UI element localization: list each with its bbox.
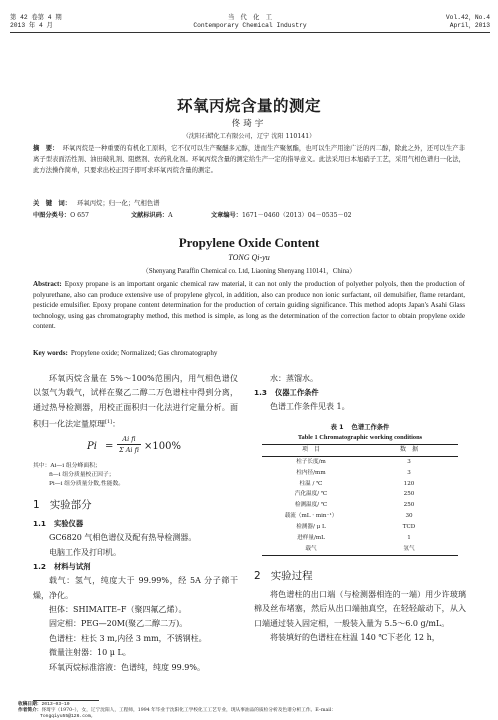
article-title-en: Propylene Oxide Content [178, 235, 320, 250]
article-number: 文章编号：1671－0460（2013）04－0535－02 [211, 212, 352, 219]
table-caption-en: Table 1 Chromatographic working conditions [297, 433, 423, 441]
abstract-cn-label: 摘 要： [33, 145, 59, 152]
journal-name-en: Contemporary Chemical Industry [193, 22, 307, 29]
document-code: 文献标识码：A [131, 212, 173, 219]
table-cell-item: 进样量/mL [297, 535, 325, 542]
footnote-rule [33, 700, 99, 701]
keywords-en [33, 349, 465, 357]
journal-name-cn: 当 代 化 工 [227, 14, 273, 21]
formula-rhs: ×100% [144, 441, 181, 453]
issue-date-en: April，2013 [449, 22, 490, 29]
table-row [262, 468, 458, 479]
material-paragraph: 环氧丙烷标准溶液：色谱纯，纯度 99.9%。 [49, 662, 205, 672]
abstract-cn [33, 144, 465, 176]
author-bio: 作者简介：佟琦宇（1970–），女，辽宁沈阳人，工程师，1994 年毕业于沈阳化工学校化工工艺专业，现从事油品的质检分析及色谱分析工作。E–mail： [18, 708, 336, 714]
subsection-heading-materials [33, 560, 238, 574]
section-title: 实验部分 [49, 499, 92, 512]
table-row [262, 522, 458, 533]
formula-numerator: Ai fi [117, 434, 141, 445]
footnotes [18, 702, 488, 720]
subsection-title: 材料与试剂 [53, 562, 91, 572]
abstract-cn-text: 环氧丙烷是一种重要的有机化工原料，它不仅可以生产聚醚多元醇，进而生产聚氨酯，也可以生产用途广泛的丙二醇，除此之外，还可以生产非离子型表面活性剂、油田破乳剂、阻燃剂、农药乳化剂。环氧丙烷含量的测定给生产一定的指导意义。此法采用日本旭硝子工艺，采用气相色谱归一化法，此方法操作简单，只要求出校正因子即可求环氧丙烷含量的测定。 [33, 145, 465, 174]
formula-denominator: Σ Ai fi [119, 446, 139, 455]
journal-name [10, 14, 490, 30]
table-cell-item: 柱温 / ℃ [299, 480, 323, 487]
table-row [262, 479, 458, 490]
table-cell-item: 载气 [262, 544, 360, 555]
section-number: 2 [254, 569, 261, 582]
legend-line: 其中：Ai—i 组分峰面积； [33, 463, 101, 470]
section-heading-procedure [254, 566, 466, 586]
article-title-cn: 环氧丙烷含量的测定 [176, 97, 321, 115]
table-row [262, 456, 458, 467]
subsection-number: 1.1 [33, 519, 46, 529]
intro-paragraph: 环氧丙烷含量在 5%～100%范围内，用气相色谱仪以氢气为载气，试样在聚乙二醇二万色谱柱中得到分离，通过热导检测器，用校正面积归一化法进行定量分析。面积归一化法定量原理[1]： [33, 374, 238, 429]
table-cell-value: 3 [407, 469, 411, 476]
table-header-row [262, 444, 458, 456]
subsection-heading-instruments [33, 517, 238, 531]
table-cell-value: 250 [403, 502, 415, 509]
issue-date: 2013 年 4 月 [10, 22, 53, 29]
procedure-paragraph: 将色谱柱的出口端（与检测器相连的一端）用少许玻璃棉及丝布堵塞，然后从出口端抽真空，在轻轻敲动下，从入口端通过装入固定相，一般装入量为 5.5～6.0 g/mL。 [254, 589, 466, 628]
table-cell-value: 30 [405, 513, 413, 520]
table-title-cn: 色谱工作条件 [351, 423, 390, 431]
received-date: 收稿日期：2013–03–10 [18, 702, 70, 707]
table-row [262, 544, 458, 555]
body-column-right [254, 372, 466, 646]
material-paragraph: 担体：SHIMAITE–F（聚四氟乙烯）。 [49, 604, 187, 614]
table-cell-value: 250 [403, 491, 415, 498]
issue-info-en [446, 14, 490, 30]
citation-ref: [1] [105, 419, 113, 426]
subsection-number: 1.3 [254, 388, 267, 398]
section-number: 1 [33, 499, 40, 512]
table-header-item: 项 目 [262, 444, 360, 456]
author-name-cn: 佟琦宇 [231, 119, 267, 129]
table-caption [254, 423, 466, 442]
normalization-formula [33, 434, 238, 460]
table-cell-value: 120 [403, 480, 415, 487]
subsection-title: 实验仪器 [53, 519, 84, 529]
material-paragraph: 微量注射器：10 μ L。 [49, 648, 131, 658]
keywords-cn [33, 198, 160, 207]
table-row [262, 489, 458, 500]
keywords-cn-text: 环氧丙烷；归一化；气相色谱 [77, 200, 160, 207]
table-row [262, 533, 458, 544]
subsection-number: 1.2 [33, 562, 46, 572]
body-column-left [33, 372, 238, 675]
header-rule [10, 32, 490, 33]
running-header [10, 14, 490, 40]
volume-issue-en: Vol.42，No.4 [445, 14, 490, 21]
table-cell-value: 1 [407, 535, 411, 542]
table-cell-item: 柱子长度/m [296, 458, 326, 465]
section-title: 实验过程 [270, 569, 313, 582]
material-paragraph: 水：蒸馏水。 [270, 374, 318, 383]
conditions-table [262, 444, 458, 556]
formula-equals: = [105, 441, 114, 453]
instrument-paragraph: GC6820 气相色谱仪及配有热导检测器。 [49, 533, 197, 543]
procedure-paragraph: 将装填好的色谱柱在柱温 140 ℃下老化 12 h， [270, 633, 440, 643]
material-paragraph: 色谱柱：柱长 3 m,内径 3 mm，不锈钢柱。 [49, 633, 207, 643]
table-caption-cn [254, 423, 466, 433]
abstract-en-text: Epoxy propane is an important organic chemical raw material, it can not only the production of polyether polyols, then the production of polyurethane, also can produce extensive use of propylene glycol, in addition, also can produce non ionic surfactant, oil demulsifier, flame retardant, pesticide emulsifier. Epoxy propane content determination for the production of certain guiding significance. This method adopts Japan's Asahi Glass technology, using gas chromatography method, this method is simple, as long as the determination of the correction factor to obtain propylene oxide content. [33, 280, 465, 331]
section-heading-experimental [33, 495, 238, 515]
formula-fraction [117, 434, 141, 455]
formula-lhs: Pi [87, 441, 97, 453]
author-name-en: TONG Qi-yu [228, 253, 270, 262]
legend-line: fi—i 组分质量校正因子； [49, 472, 115, 479]
keywords-en-label: Key words: [33, 349, 68, 357]
clc-number: 中图分类号：O 657 [33, 212, 89, 219]
instrument-paragraph: 电脑工作及打印机。 [49, 547, 121, 557]
formula-legend [33, 462, 238, 489]
table-row [262, 500, 458, 511]
table-cell-item: 柱内径/mm [296, 469, 326, 476]
material-paragraph: 载气：氢气，纯度大于 99.99%，经 5A 分子筛干燥，净化。 [33, 576, 238, 600]
material-paragraph: 固定相：PEG—20M(聚乙二醇二万)。 [49, 619, 188, 629]
table-cell-item: 载流（mL · min⁻¹） [284, 513, 338, 520]
abstract-en [33, 279, 465, 332]
legend-line: Pi—i 组分质量分数,性能数。 [49, 481, 125, 488]
table-header-value: 数 据 [360, 444, 458, 456]
abstract-en-label: Abstract: [33, 280, 62, 288]
table-cell-item: 检测器/ μ L [296, 524, 326, 531]
volume-issue: 第 42 卷第 4 期 [10, 14, 62, 21]
table-row [262, 511, 458, 522]
subsection-title: 仪器工作条件 [274, 388, 319, 398]
table-cell-value: 3 [407, 458, 411, 465]
subsection-heading-conditions [254, 386, 466, 400]
keywords-en-text: Propylene oxide; Normalized; Gas chromatography [70, 349, 218, 357]
conditions-paragraph: 色谱工作条件见表 1。 [270, 402, 350, 412]
table-cell-item: 汽化温度/ ℃ [294, 491, 328, 498]
affiliation-en: （Shenyang Paraffin Chemical co. Ltd, Liaoning Shenyang 110141，China） [142, 268, 356, 275]
table-cell-value: 氢气 [360, 544, 458, 555]
table-number: 表 1 [330, 423, 344, 431]
author-email: Tongqiyu55@126.com。 [40, 714, 96, 720]
table-cell-item: 检测温度/ ℃ [294, 502, 328, 509]
table-cell-value: TCD [402, 524, 416, 531]
keywords-cn-label: 关 键 词： [33, 200, 72, 207]
affiliation-cn: （沈阳石蜡化工有限公司，辽宁 沈阳 110141） [182, 133, 316, 140]
